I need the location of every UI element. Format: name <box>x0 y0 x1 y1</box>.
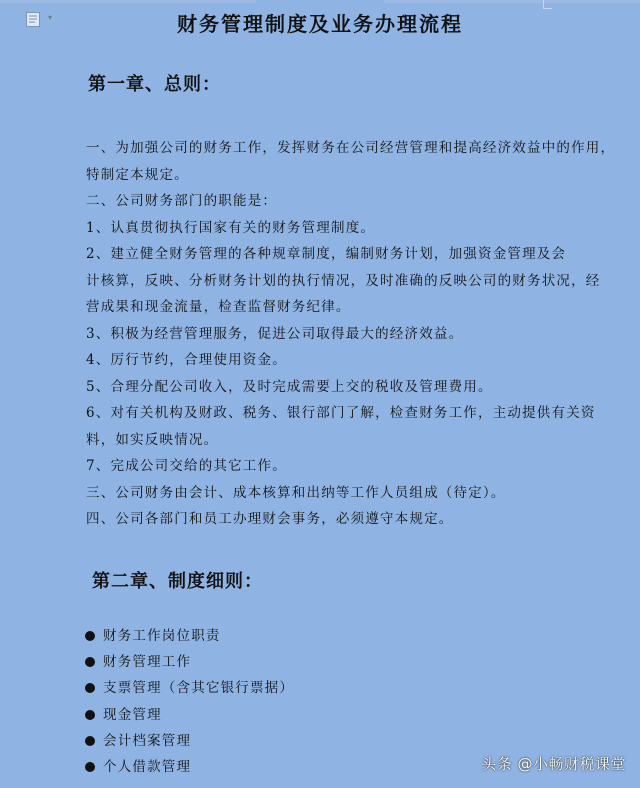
body-line: 营成果和现金流量，检查监督财务纪律。 <box>86 299 351 315</box>
chapter-1-body <box>86 135 616 533</box>
body-line: 一、为加强公司的财务工作，发挥财务在公司经营管理和提高经济效益中的作用， <box>86 140 616 156</box>
bullet-icon <box>85 657 95 667</box>
list-item-label: 财务工作岗位职责 <box>103 628 221 644</box>
list-item <box>85 649 485 675</box>
list-item-label: 现金管理 <box>103 706 162 723</box>
list-item <box>85 702 485 728</box>
bullet-icon <box>85 683 95 693</box>
list-item <box>85 728 485 754</box>
bullet-icon <box>85 736 95 746</box>
body-line: 二、公司财务部门的职能是： <box>86 193 278 209</box>
bullet-icon <box>85 631 95 641</box>
chapter-2-list <box>85 623 485 780</box>
dropdown-caret-icon[interactable]: ▾ <box>48 13 53 22</box>
body-line: 2、建立健全财务管理的各种规章制度，编制财务计划，加强资金管理及会 <box>86 246 567 262</box>
list-item-label: 支票管理（含其它银行票据） <box>103 680 295 697</box>
bullet-icon <box>85 762 95 772</box>
body-line: 1、认真贯彻执行国家有关的财务管理制度。 <box>86 219 376 236</box>
body-line: 5、合理分配公司收入，及时完成需要上交的税收及管理费用。 <box>86 378 493 395</box>
body-line: 三、公司财务由会计、成本核算和出纳等工作人员组成（待定）。 <box>86 484 506 501</box>
body-line: 4、厉行节约，合理使用资金。 <box>86 352 287 368</box>
body-line: 计核算，反映、分析财务计划的执行情况，及时准确的反映公司的财务状况，经 <box>86 272 601 289</box>
chapter-1-heading: 第一章、总则： <box>88 74 221 95</box>
body-line: 6、对有关机构及财政、税务、银行部门了解，检查财务工作，主动提供有关资 <box>86 405 596 421</box>
chapter-2-heading: 第二章、制度细则： <box>92 571 263 592</box>
list-item <box>85 623 485 649</box>
list-item-label: 财务管理工作 <box>103 654 192 671</box>
body-line: 四、公司各部门和员工办理财会事务，必须遵守本规定。 <box>86 511 454 527</box>
bullet-icon <box>85 710 95 720</box>
document-title: 财务管理制度及业务办理流程 <box>177 12 463 36</box>
list-item <box>85 675 485 701</box>
watermark: 头条 @小畅财税课堂 <box>481 755 626 773</box>
list-item <box>85 754 485 780</box>
body-line: 3、积极为经营管理服务，促进公司取得最大的经济效益。 <box>86 325 464 342</box>
body-line: 7、完成公司交给的其它工作。 <box>86 458 287 474</box>
list-item-label: 会计档案管理 <box>103 732 192 749</box>
body-line: 料，如实反映情况。 <box>86 431 219 448</box>
body-line: 特制定本规定。 <box>86 166 189 183</box>
list-item-label: 个人借款管理 <box>103 758 192 775</box>
